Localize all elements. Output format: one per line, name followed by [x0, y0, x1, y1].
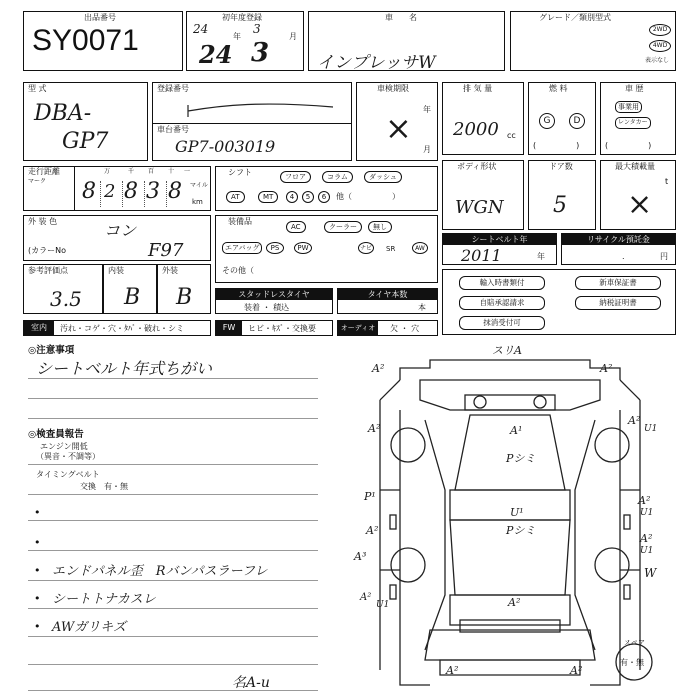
equipment-label: 装備品 — [228, 217, 252, 226]
diag-left-a2: A² — [366, 524, 379, 537]
equipment-none: 無し — [368, 221, 392, 233]
inspection-month-unit: 月 — [423, 145, 431, 154]
exterior-score-value: B — [176, 285, 193, 310]
spare-label: スペア — [624, 639, 645, 647]
inspection-year-unit: 年 — [423, 105, 431, 114]
fuel-paren: ( ) — [533, 141, 580, 150]
diag-bot-right-a: A² — [570, 664, 583, 677]
registration-scribble — [183, 95, 343, 125]
shift-label: シフト — [228, 168, 252, 177]
tire-count-label: タイヤ本数 — [338, 289, 437, 300]
mileage-digit-1: 8 — [82, 179, 96, 204]
fw-text: ヒビ・ｷｽﾞ・交換要 — [248, 324, 316, 333]
bullet-3: • — [34, 564, 41, 577]
equipment-ps: PS — [266, 242, 284, 254]
month-handwritten: 3 — [251, 38, 270, 68]
chassis-label: 車台番号 — [157, 125, 189, 134]
inspector-line-5 — [28, 580, 318, 581]
mileage-digit-2: 2 — [104, 181, 116, 202]
score-box — [23, 264, 103, 314]
fuel-label: 燃 料 — [549, 84, 568, 93]
equipment-ac: AC — [286, 221, 306, 233]
seatbelt-label: シートベルト年 — [443, 234, 556, 245]
mileage-digit-5: 8 — [168, 179, 182, 204]
equipment-airbag: エアバッグ — [222, 242, 262, 254]
car-name-box — [308, 11, 505, 71]
first-registration-box — [186, 11, 304, 71]
shift-5: 5 — [302, 191, 314, 203]
displacement-unit: cc — [507, 131, 516, 140]
inspector-line-7 — [28, 636, 318, 637]
diag-right-u3: U1 — [640, 546, 654, 556]
doors-value: 5 — [553, 193, 567, 218]
bullet-4: • — [34, 592, 41, 605]
diag-left-pu: P¹ — [364, 490, 376, 503]
fuel-box — [528, 82, 596, 155]
lot-number-box — [23, 11, 183, 71]
color-label: 外 装 色 — [28, 217, 58, 226]
notes-text: シートベルト年式ちがい — [36, 359, 213, 378]
score-label: 参考評価点 — [28, 266, 68, 275]
diag-right-a1: A² — [628, 414, 641, 427]
registration-box — [152, 82, 352, 161]
chassis-value: GP7-003019 — [175, 137, 276, 156]
color-value: コン — [104, 221, 137, 240]
audio-box — [337, 320, 438, 336]
bullet-5: • — [34, 620, 41, 633]
displacement-value: 2000 — [453, 119, 499, 140]
shift-column: コラム — [322, 171, 353, 183]
history-rental: レンタカー — [615, 117, 651, 129]
doc-new-warranty: 新車保証書 — [575, 276, 661, 290]
audio-label: オーディオ — [338, 321, 378, 335]
fuel-diesel: D — [569, 113, 585, 129]
notes-line-2 — [28, 398, 318, 399]
studless-box — [215, 288, 333, 314]
interior-condition-label: 室内 — [24, 321, 54, 335]
diag-right-w: W — [644, 566, 657, 580]
body-type-value: WGN — [455, 197, 504, 218]
history-business: 事業用 — [615, 101, 642, 113]
inspector-timing-belt: タイミングベルト — [36, 470, 100, 479]
lot-number-label: 出品番号 — [84, 13, 116, 22]
model-box — [23, 82, 148, 161]
shift-4: 4 — [286, 191, 298, 203]
car-name: インプレッサW — [317, 53, 436, 73]
inspector-line-4 — [28, 550, 318, 551]
capacity-label: 最大積載量 — [615, 162, 655, 171]
drive-2wd: 2WD — [649, 24, 671, 36]
doc-deregistration: 抹消受付可 — [459, 316, 545, 330]
year-unit: 年 — [233, 32, 241, 41]
exterior-score-box — [157, 264, 211, 314]
inspector-line-3 — [28, 520, 318, 521]
studless-label: スタッドレスタイヤ — [216, 289, 332, 300]
grade-box — [510, 11, 676, 71]
exterior-score-label: 外装 — [162, 266, 178, 275]
notes-title: ◎注意事項 — [28, 345, 75, 356]
diag-right-u2: U1 — [640, 508, 654, 518]
diag-a-top-right: A² — [600, 362, 613, 375]
diag-bot-left-a: A² — [446, 664, 459, 677]
doc-import: 輸入時書類付 — [459, 276, 545, 290]
spare-value: 有・無 — [620, 658, 644, 667]
year-handwritten: 24 — [199, 40, 233, 69]
inspector-exchange: 交換 有・無 — [80, 482, 128, 491]
inspection-label: 車検期限 — [377, 84, 409, 93]
car-name-label: 車 名 — [385, 13, 417, 22]
tire-count-box — [337, 288, 438, 314]
inspector-line-6 — [28, 608, 318, 609]
month-small: 3 — [253, 22, 261, 36]
fuel-gasoline: G — [539, 113, 555, 129]
equipment-pw: PW — [294, 242, 312, 254]
notes-line-1 — [28, 378, 318, 379]
shift-floor: フロア — [280, 171, 311, 183]
notes-line-3 — [28, 418, 318, 419]
tire-count-unit: 本 — [418, 303, 426, 312]
inspector-signature: 名A-u — [232, 675, 270, 691]
diag-left-a3: A³ — [354, 550, 367, 563]
shift-dash: ダッシュ — [364, 171, 402, 183]
body-type-label: ボディ形状 — [457, 162, 497, 171]
displacement-box — [442, 82, 524, 155]
diag-trunk-pc: Pシミ — [506, 524, 536, 537]
audio-text: 欠 ・ 穴 — [390, 324, 420, 333]
score-value: 3.5 — [50, 287, 82, 311]
interior-score-box — [103, 264, 157, 314]
history-paren: ( ) — [605, 141, 652, 150]
mileage-man: 万 — [104, 168, 111, 175]
equipment-navi: ナビ — [358, 242, 374, 254]
inspector-engine-check-2: （異音・不調等） — [36, 452, 100, 461]
color-box — [23, 215, 211, 261]
diag-roof-pc: Pシミ — [506, 452, 536, 465]
equipment-other: その他（ — [222, 266, 254, 275]
mileage-unit-km: km — [192, 198, 203, 206]
interior-score-value: B — [124, 285, 141, 310]
mileage-label: 走行距離 — [28, 167, 60, 176]
diag-right-a2: A² — [638, 494, 651, 507]
model-label: 型 式 — [28, 84, 47, 93]
doors-label: ドア数 — [549, 162, 573, 171]
bullet-2: • — [34, 536, 41, 549]
mileage-juu: 十 — [168, 168, 175, 175]
mileage-unit-mile: マイル — [190, 182, 208, 189]
model-value: DBA- — [34, 101, 92, 126]
interior-condition-text: 汚れ・コゲ・穴・ﾀﾊﾞ・破れ・シミ — [60, 324, 184, 333]
diag-left-u1: U1 — [376, 600, 390, 610]
capacity-unit: t — [665, 177, 669, 186]
mileage-box — [23, 166, 211, 211]
equipment-cooler: クーラー — [324, 221, 362, 233]
shift-6: 6 — [318, 191, 330, 203]
equipment-box — [215, 215, 438, 283]
diag-left-a1: A² — [368, 422, 381, 435]
doc-tax: 納税証明書 — [575, 296, 661, 310]
diag-right-u1: U1 — [644, 424, 658, 434]
shift-other: 他（ ） — [336, 192, 400, 201]
remark-2: シートトナカスレ — [52, 592, 156, 607]
remark-1: エンドパネル歪 Rバンパスラーフレ — [52, 564, 268, 579]
inspection-box — [356, 82, 438, 161]
shift-mt: MT — [258, 191, 278, 203]
seatbelt-unit: 年 — [537, 252, 545, 261]
fw-box — [215, 320, 333, 336]
inspector-line-8 — [28, 664, 318, 665]
recycle-label: リサイクル預託金 — [562, 234, 675, 245]
equipment-sr: SR — [386, 245, 396, 253]
mileage-digit-3: 8 — [124, 179, 138, 204]
displacement-label: 排 気 量 — [463, 84, 493, 93]
recycle-box — [561, 233, 676, 265]
doc-self-insurance: 自賠承認請求 — [459, 296, 545, 310]
interior-condition-box — [23, 320, 211, 336]
drive-none: 表示なし — [645, 57, 670, 64]
drive-4wd: 4WD — [649, 40, 671, 52]
inspection-mark: × — [385, 109, 412, 147]
mileage-ichi: 一 — [184, 168, 191, 175]
diag-front-a: A² — [508, 596, 521, 609]
diag-su-a: スリA — [492, 344, 522, 357]
capacity-mark: × — [627, 187, 653, 222]
color-code-label: (カラーNo — [28, 246, 66, 255]
equipment-aw: AW — [412, 242, 428, 254]
documents-box — [442, 269, 676, 335]
history-label: 車 歴 — [625, 84, 644, 93]
diag-left-a4: A² — [360, 592, 372, 603]
shift-at: AT — [226, 191, 245, 203]
recycle-unit: 円 — [660, 252, 668, 261]
seatbelt-box — [442, 233, 557, 265]
bullet-1: • — [34, 506, 41, 519]
lot-number: SY0071 — [32, 24, 139, 57]
doors-box — [528, 160, 596, 230]
inspector-line-2 — [28, 494, 318, 495]
mileage-hyaku: 百 — [148, 168, 155, 175]
grade-label: グレード／類別型式 — [539, 13, 611, 22]
first-registration-label: 初年度登録 — [222, 13, 262, 22]
interior-score-label: 内装 — [108, 266, 124, 275]
diag-a-top-left: A² — [372, 362, 385, 375]
mileage-sen: 千 — [128, 168, 135, 175]
capacity-box — [600, 160, 676, 230]
inspector-line-9 — [28, 690, 318, 691]
model-value-2: GP7 — [62, 129, 109, 154]
color-code: F97 — [148, 240, 184, 261]
fw-label: FW — [216, 321, 242, 335]
mileage-mark-label: マーク — [28, 178, 47, 185]
history-box — [600, 82, 676, 155]
recycle-value: . — [622, 252, 625, 261]
remark-3: AWガリキズ — [52, 620, 126, 635]
diag-right-a3: A² — [640, 532, 653, 545]
year-small: 24 — [193, 22, 209, 36]
inspector-title: ◎検査員報告 — [28, 429, 84, 440]
diag-trunk-u: U¹ — [510, 506, 524, 519]
studless-options: 装着 ・ 積込 — [244, 303, 290, 312]
body-type-box — [442, 160, 524, 230]
inspector-engine-check: エンジン開低 — [40, 442, 88, 451]
shift-box — [215, 166, 438, 211]
seatbelt-value: 2011 — [461, 246, 502, 265]
diag-roof-a: A¹ — [510, 424, 523, 437]
registration-label: 登録番号 — [157, 84, 189, 93]
mileage-digit-4: 3 — [146, 179, 160, 204]
month-unit: 月 — [289, 32, 297, 41]
inspector-line-1 — [28, 464, 318, 465]
